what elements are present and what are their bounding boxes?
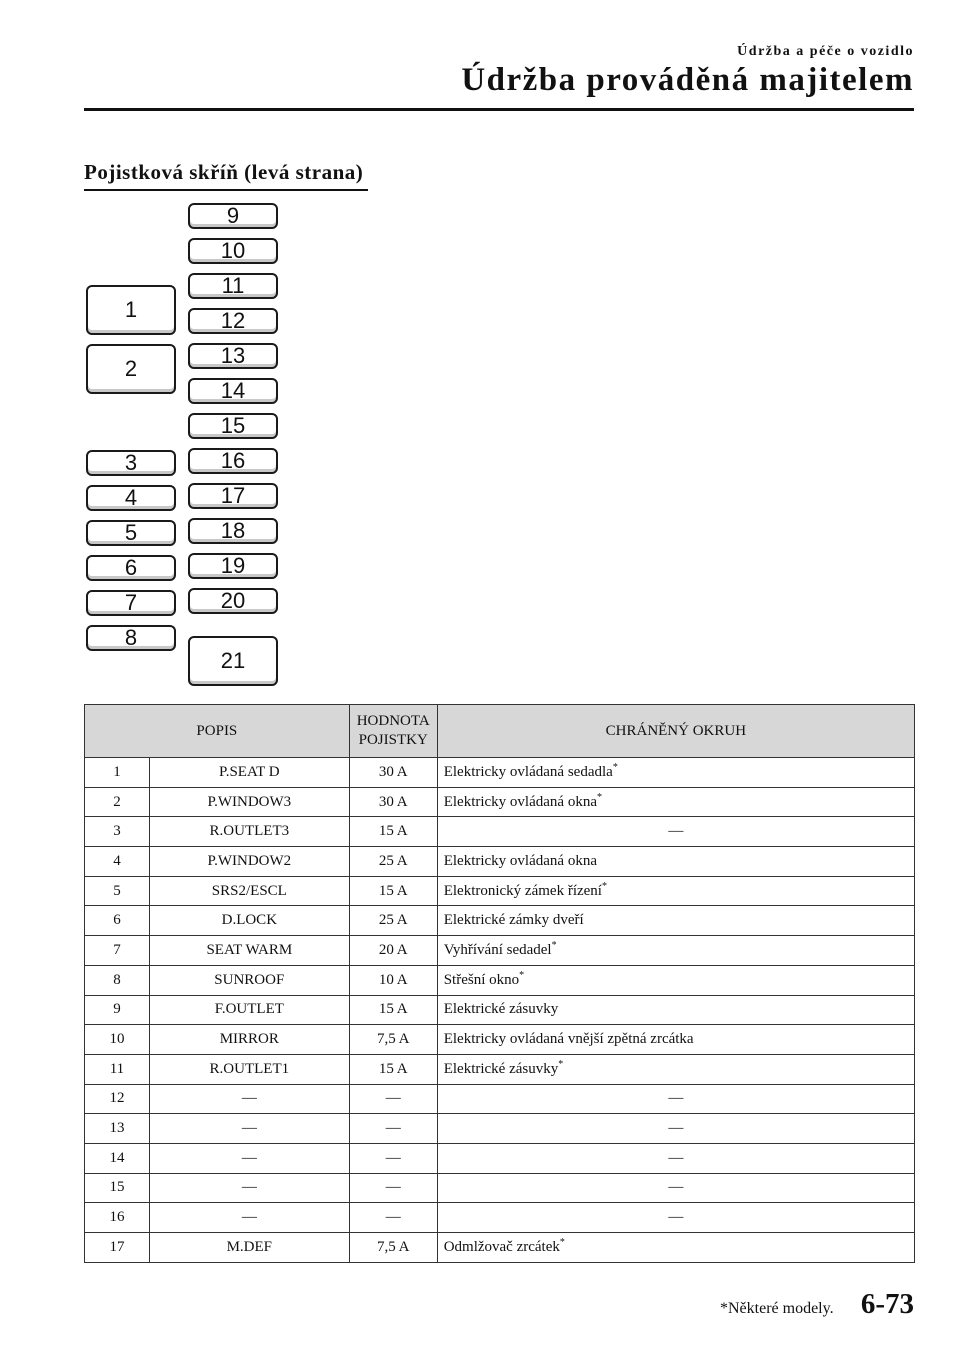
footnote-marker: * [551, 939, 557, 951]
fuse-5: 5 [86, 520, 176, 546]
cell-circuit-text: Vyhřívání sedadel [443, 941, 552, 958]
cell-circuit-text: — [668, 1120, 684, 1137]
fuse-9: 9 [188, 203, 278, 229]
cell-fuse-name [149, 1173, 349, 1203]
cell-rating [349, 906, 437, 936]
cell-circuit [437, 1054, 914, 1084]
cell-rating-text: — [385, 1090, 401, 1107]
cell-rating [349, 758, 437, 788]
section-title: Pojistková skříň (levá strana) [84, 160, 364, 184]
fuse-12: 12 [188, 308, 278, 334]
cell-number-text: 16 [109, 1209, 125, 1226]
cell-number [85, 1025, 150, 1055]
header-hodnota-line1: HODNOTA [356, 713, 430, 729]
cell-rating [349, 965, 437, 995]
fuse-10: 10 [188, 238, 278, 264]
cell-circuit-text: Odmlžovač zrcátek [443, 1238, 560, 1255]
table-row [85, 995, 915, 1025]
cell-rating [349, 1054, 437, 1084]
cell-number-text: 10 [109, 1031, 125, 1048]
cell-rating [349, 936, 437, 966]
cell-number [85, 787, 150, 817]
fuse-4: 4 [86, 485, 176, 511]
cell-circuit-text: — [668, 823, 684, 840]
footnote: *Některé modely. [720, 1300, 834, 1317]
fuse-13: 13 [188, 343, 278, 369]
cell-fuse-name-text: MIRROR [219, 1031, 279, 1048]
cell-number [85, 1233, 150, 1263]
cell-fuse-name [149, 787, 349, 817]
footnote-marker: * [519, 969, 525, 981]
cell-fuse-name-text: — [241, 1149, 257, 1166]
table-row [85, 1233, 915, 1263]
fuse-15: 15 [188, 413, 278, 439]
cell-circuit-text: Elektricky ovládaná sedadla [443, 763, 613, 780]
table-row [85, 1203, 915, 1233]
cell-number-text: 4 [113, 852, 121, 869]
table-row [85, 1025, 915, 1055]
cell-rating-text: 15 A [378, 823, 408, 840]
cell-number-text: 11 [109, 1060, 125, 1077]
table-row [85, 936, 915, 966]
table-row [85, 1173, 915, 1203]
cell-circuit [437, 1233, 914, 1263]
table-row [85, 758, 915, 788]
cell-circuit [437, 787, 914, 817]
cell-rating-text: 15 A [378, 1001, 408, 1018]
table-row [85, 817, 915, 847]
cell-number [85, 906, 150, 936]
fuse-18: 18 [188, 518, 278, 544]
cell-fuse-name [149, 876, 349, 906]
cell-fuse-name [149, 1114, 349, 1144]
cell-circuit-text: Elektrické zásuvky [443, 1060, 559, 1077]
header-hodnota-line2: POJISTKY [358, 732, 428, 748]
cell-number-text: 9 [113, 1001, 121, 1018]
footnote-marker: * [601, 880, 607, 892]
section-title-underline [84, 189, 368, 191]
fuse-19: 19 [188, 553, 278, 579]
cell-circuit [437, 758, 914, 788]
fuse-14: 14 [188, 378, 278, 404]
cell-fuse-name [149, 1233, 349, 1263]
cell-circuit-text: Elektricky ovládaná okna [443, 852, 597, 869]
cell-rating [349, 1143, 437, 1173]
cell-number [85, 1203, 150, 1233]
cell-rating [349, 1114, 437, 1144]
cell-circuit [437, 817, 914, 847]
table-row [85, 965, 915, 995]
cell-number [85, 965, 150, 995]
cell-fuse-name [149, 1054, 349, 1084]
cell-number-text: 13 [109, 1120, 125, 1137]
cell-rating-text: 30 A [378, 793, 408, 810]
cell-rating [349, 1025, 437, 1055]
page-number: 6-73 [860, 1288, 914, 1320]
cell-number-text: 6 [113, 912, 121, 929]
cell-circuit-text: Elektronický zámek řízení [443, 882, 602, 899]
cell-rating [349, 847, 437, 877]
cell-number [85, 1173, 150, 1203]
cell-number [85, 1114, 150, 1144]
cell-rating [349, 1173, 437, 1203]
cell-number-text: 15 [109, 1179, 125, 1196]
cell-number [85, 936, 150, 966]
cell-rating-text: 15 A [378, 1060, 408, 1077]
cell-circuit [437, 1173, 914, 1203]
table-row [85, 847, 915, 877]
cell-fuse-name [149, 906, 349, 936]
cell-fuse-name-text: SUNROOF [214, 971, 285, 988]
cell-fuse-name-text: P.WINDOW3 [207, 793, 292, 810]
cell-circuit-text: — [668, 1149, 684, 1166]
cell-number [85, 1143, 150, 1173]
cell-circuit-text: — [668, 1179, 684, 1196]
cell-circuit-text: Střešní okno [443, 971, 520, 988]
cell-number-text: 3 [113, 823, 121, 840]
cell-rating [349, 1084, 437, 1114]
fuse-table [84, 704, 915, 1263]
cell-number [85, 758, 150, 788]
fuse-16: 16 [188, 448, 278, 474]
cell-fuse-name-text: SRS2/ESCL [211, 882, 287, 899]
fuse-8: 8 [86, 625, 176, 651]
chapter-label: Údržba a péče o vozidlo [737, 44, 914, 59]
fuse-7: 7 [86, 590, 176, 616]
fuse-2: 2 [86, 344, 176, 394]
cell-circuit-text: Elektrické zásuvky [443, 1001, 559, 1018]
cell-fuse-name-text: R.OUTLET3 [209, 823, 290, 840]
cell-fuse-name [149, 1143, 349, 1173]
table-row [85, 1114, 915, 1144]
cell-number [85, 995, 150, 1025]
cell-circuit [437, 906, 914, 936]
cell-rating-text: 10 A [378, 971, 408, 988]
cell-fuse-name [149, 1203, 349, 1233]
cell-rating [349, 787, 437, 817]
cell-circuit [437, 1084, 914, 1114]
cell-circuit [437, 1143, 914, 1173]
cell-fuse-name-text: P.SEAT D [219, 763, 280, 780]
cell-circuit [437, 847, 914, 877]
cell-rating-text: 15 A [378, 882, 408, 899]
cell-circuit [437, 1203, 914, 1233]
cell-circuit-text: — [668, 1090, 684, 1107]
header-hodnota [349, 705, 437, 758]
cell-rating-text: 7,5 A [376, 1031, 410, 1048]
cell-fuse-name-text: — [241, 1090, 257, 1107]
cell-number-text: 2 [113, 793, 121, 810]
header-rule [84, 108, 914, 111]
cell-circuit-text: Elektricky ovládaná okna [443, 793, 597, 810]
cell-circuit [437, 965, 914, 995]
footnote-marker: * [559, 1236, 565, 1248]
cell-number-text: 12 [109, 1090, 125, 1107]
cell-rating [349, 995, 437, 1025]
cell-circuit [437, 876, 914, 906]
page-title: Údržba prováděná majitelem [461, 62, 914, 98]
cell-fuse-name-text: — [241, 1179, 257, 1196]
cell-number [85, 817, 150, 847]
fuse-3: 3 [86, 450, 176, 476]
cell-rating-text: — [385, 1149, 401, 1166]
header-popis: POPIS [85, 705, 350, 758]
table-row [85, 787, 915, 817]
cell-number-text: 1 [113, 763, 121, 780]
cell-rating-text: — [385, 1179, 401, 1196]
cell-number [85, 876, 150, 906]
cell-fuse-name-text: — [241, 1209, 257, 1226]
fuse-17: 17 [188, 483, 278, 509]
footnote-marker: * [596, 791, 602, 803]
cell-number-text: 5 [113, 882, 121, 899]
table-row [85, 906, 915, 936]
cell-fuse-name [149, 758, 349, 788]
table-row [85, 1143, 915, 1173]
table-row [85, 876, 915, 906]
fuse-1: 1 [86, 285, 176, 335]
table-row [85, 1084, 915, 1114]
cell-rating-text: 25 A [378, 912, 408, 929]
cell-number [85, 1084, 150, 1114]
cell-rating [349, 1203, 437, 1233]
cell-circuit [437, 1025, 914, 1055]
cell-rating-text: 7,5 A [376, 1238, 410, 1255]
cell-fuse-name [149, 817, 349, 847]
cell-fuse-name [149, 847, 349, 877]
fuse-20: 20 [188, 588, 278, 614]
cell-rating-text: 20 A [378, 941, 408, 958]
cell-rating-text: — [385, 1209, 401, 1226]
cell-fuse-name-text: D.LOCK [221, 912, 278, 929]
cell-rating [349, 876, 437, 906]
cell-fuse-name [149, 1084, 349, 1114]
fuse-6: 6 [86, 555, 176, 581]
cell-fuse-name-text: — [241, 1120, 257, 1137]
cell-circuit [437, 995, 914, 1025]
cell-rating [349, 1233, 437, 1263]
cell-fuse-name [149, 995, 349, 1025]
cell-circuit-text: Elektricky ovládaná vnější zpětná zrcátka [443, 1031, 694, 1048]
fuse-21: 21 [188, 636, 278, 686]
cell-fuse-name [149, 1025, 349, 1055]
cell-fuse-name [149, 936, 349, 966]
cell-number-text: 14 [109, 1149, 125, 1166]
footnote-marker: * [612, 761, 618, 773]
cell-fuse-name-text: SEAT WARM [206, 941, 293, 958]
cell-number [85, 1054, 150, 1084]
cell-fuse-name-text: R.OUTLET1 [209, 1060, 290, 1077]
cell-circuit [437, 1114, 914, 1144]
cell-number-text: 17 [109, 1238, 125, 1255]
cell-circuit [437, 936, 914, 966]
cell-fuse-name [149, 965, 349, 995]
cell-rating-text: 30 A [378, 763, 408, 780]
fuse-11: 11 [188, 273, 278, 299]
table-header-row [85, 705, 915, 758]
header-okruh: CHRÁNĚNÝ OKRUH [437, 705, 914, 758]
cell-number [85, 847, 150, 877]
cell-number-text: 7 [113, 941, 121, 958]
cell-rating [349, 817, 437, 847]
cell-rating-text: — [385, 1120, 401, 1137]
cell-fuse-name-text: P.WINDOW2 [207, 852, 292, 869]
footnote-marker: * [558, 1058, 564, 1070]
cell-rating-text: 25 A [378, 852, 408, 869]
table-row [85, 1054, 915, 1084]
cell-circuit-text: — [668, 1209, 684, 1226]
cell-number-text: 8 [113, 971, 121, 988]
cell-fuse-name-text: M.DEF [226, 1238, 273, 1255]
cell-circuit-text: Elektrické zámky dveří [443, 912, 584, 929]
cell-fuse-name-text: F.OUTLET [214, 1001, 284, 1018]
